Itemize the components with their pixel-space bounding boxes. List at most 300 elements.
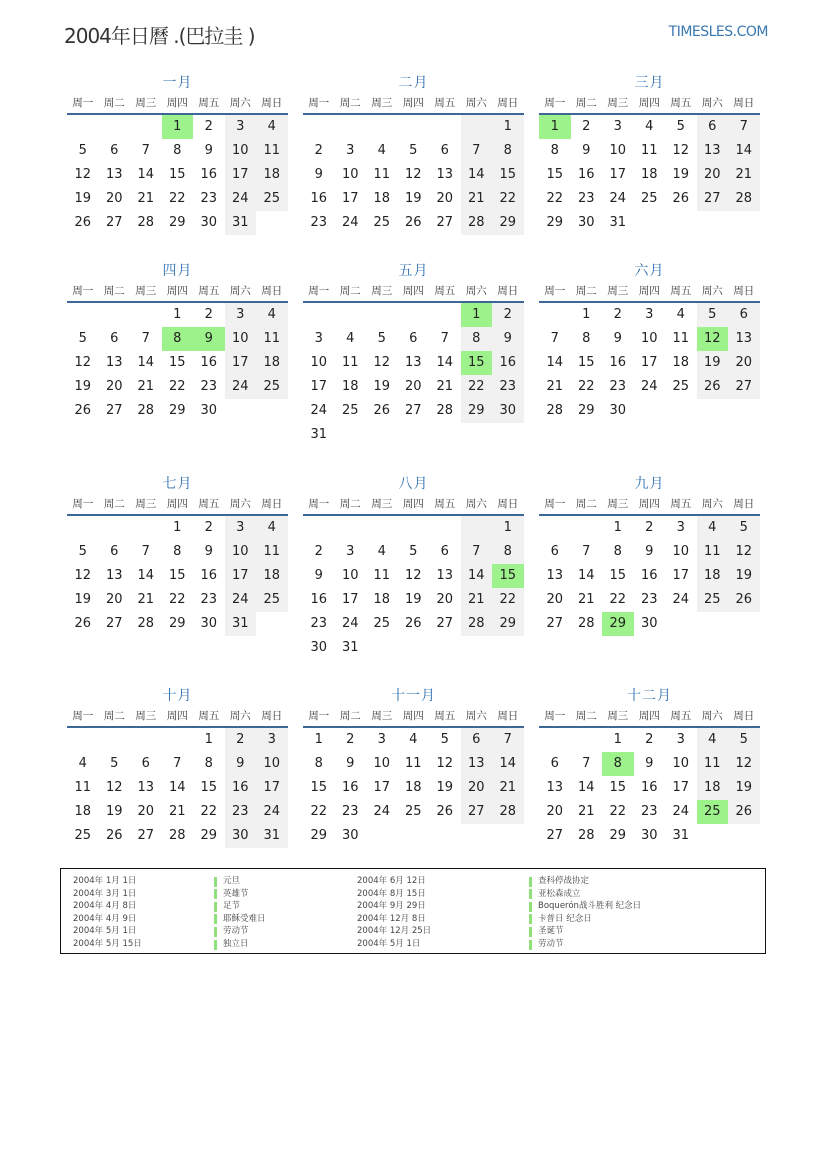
empty-day-cell <box>162 728 194 752</box>
weekday-label: 周五 <box>434 498 456 510</box>
weekday-label: 周五 <box>198 498 220 510</box>
weekday-label: 周一 <box>308 710 330 722</box>
day-cell: 18 <box>404 780 422 795</box>
holiday-day-cell: 15 <box>461 351 493 375</box>
weekday-label: 周六 <box>229 710 251 722</box>
day-cell: 3 <box>346 143 355 158</box>
site-link[interactable]: TIMESLES.COM <box>668 24 768 40</box>
day-cell: 10 <box>225 327 257 351</box>
holiday-name: 耶稣受难日 <box>223 913 266 924</box>
empty-day-cell <box>303 115 335 139</box>
weekday-label: 周四 <box>638 498 660 510</box>
weekday-header <box>303 706 524 728</box>
day-cell: 19 <box>728 776 760 800</box>
day-cell: 4 <box>256 303 288 327</box>
weekday-label: 周日 <box>261 498 283 510</box>
day-cell: 23 <box>609 379 627 394</box>
holiday-marker <box>214 940 217 950</box>
month-title: 六月 <box>634 263 665 279</box>
day-cell: 20 <box>404 379 422 394</box>
day-cell: 6 <box>550 756 559 771</box>
holiday-marker <box>214 889 217 899</box>
day-cell: 14 <box>137 167 155 182</box>
day-cell: 1 <box>613 520 622 535</box>
day-cell: 7 <box>141 544 150 559</box>
days-grid <box>67 728 288 848</box>
day-cell: 15 <box>609 568 627 583</box>
day-cell: 29 <box>577 403 595 418</box>
day-cell: 8 <box>173 143 182 158</box>
weekday-label: 周一 <box>72 97 94 109</box>
day-cell: 22 <box>200 804 218 819</box>
empty-day-cell <box>398 516 430 540</box>
day-cell: 3 <box>613 119 622 134</box>
day-cell: 18 <box>640 167 658 182</box>
day-cell: 27 <box>105 215 123 230</box>
day-cell: 17 <box>640 355 658 370</box>
day-cell: 11 <box>697 540 729 564</box>
month-title: 十月 <box>162 688 193 704</box>
day-cell: 24 <box>672 804 690 819</box>
month-title: 一月 <box>162 75 193 91</box>
weekday-header <box>303 494 524 516</box>
holiday-day-cell: 1 <box>539 115 571 139</box>
day-cell: 10 <box>310 355 328 370</box>
day-cell: 20 <box>546 592 564 607</box>
day-cell: 28 <box>461 612 493 636</box>
day-cell: 3 <box>314 331 323 346</box>
empty-day-cell <box>335 303 367 327</box>
day-cell: 3 <box>377 732 386 747</box>
day-cell: 2 <box>204 307 213 322</box>
day-cell: 24 <box>672 592 690 607</box>
day-cell: 8 <box>173 544 182 559</box>
weekday-label: 周六 <box>701 285 723 297</box>
day-cell: 30 <box>341 828 359 843</box>
day-cell: 30 <box>200 403 218 418</box>
day-cell: 30 <box>640 828 658 843</box>
weekday-label: 周三 <box>607 97 629 109</box>
day-cell: 20 <box>728 351 760 375</box>
day-cell: 1 <box>173 520 182 535</box>
day-cell: 12 <box>728 540 760 564</box>
holiday-day-cell: 29 <box>602 612 634 636</box>
day-cell: 11 <box>404 756 422 771</box>
empty-day-cell <box>130 303 162 327</box>
day-cell: 10 <box>609 143 627 158</box>
day-cell: 5 <box>697 303 729 327</box>
day-cell: 14 <box>168 780 186 795</box>
day-cell: 25 <box>256 187 288 211</box>
day-cell: 23 <box>640 804 658 819</box>
day-cell: 6 <box>409 331 418 346</box>
empty-day-cell <box>130 516 162 540</box>
day-cell: 6 <box>550 544 559 559</box>
holiday-marker <box>529 940 532 950</box>
day-cell: 24 <box>310 403 328 418</box>
day-cell: 11 <box>373 167 391 182</box>
holiday-marker <box>529 889 532 899</box>
weekday-label: 周四 <box>402 498 424 510</box>
day-cell: 17 <box>310 379 328 394</box>
day-cell: 31 <box>672 828 690 843</box>
days-grid <box>67 516 288 636</box>
holiday-name: 查科停战协定 <box>538 876 590 886</box>
empty-day-cell <box>99 303 131 327</box>
holiday-marker <box>214 877 217 887</box>
empty-day-cell <box>335 115 367 139</box>
holiday-name: 元旦 <box>223 876 241 886</box>
holiday-day-cell: 9 <box>193 327 225 351</box>
weekday-header <box>67 494 288 516</box>
day-cell: 11 <box>672 331 690 346</box>
day-cell: 21 <box>168 804 186 819</box>
day-cell: 21 <box>137 379 155 394</box>
day-cell: 13 <box>137 780 155 795</box>
day-cell: 7 <box>550 331 559 346</box>
holiday-day-cell: 1 <box>162 115 194 139</box>
day-cell: 8 <box>550 143 559 158</box>
weekday-header <box>67 93 288 115</box>
weekday-label: 周日 <box>497 710 519 722</box>
weekday-label: 周二 <box>339 97 361 109</box>
day-cell: 2 <box>204 520 213 535</box>
day-cell: 19 <box>373 379 391 394</box>
day-cell: 17 <box>225 564 257 588</box>
day-cell: 15 <box>168 568 186 583</box>
empty-day-cell <box>539 728 571 752</box>
weekday-label: 周三 <box>371 710 393 722</box>
weekday-header <box>539 281 760 303</box>
holiday-day-cell: 8 <box>602 752 634 776</box>
empty-day-cell <box>303 303 335 327</box>
day-cell: 3 <box>645 307 654 322</box>
day-cell: 14 <box>436 355 454 370</box>
weekday-label: 周三 <box>607 285 629 297</box>
weekday-label: 周一 <box>72 498 94 510</box>
weekday-label: 周五 <box>670 285 692 297</box>
day-cell: 19 <box>436 780 454 795</box>
day-cell: 29 <box>200 828 218 843</box>
day-cell: 22 <box>461 375 493 399</box>
holiday-day-cell: 25 <box>697 800 729 824</box>
day-cell: 4 <box>409 732 418 747</box>
day-cell: 18 <box>256 564 288 588</box>
day-cell: 7 <box>141 143 150 158</box>
weekday-label: 周五 <box>198 97 220 109</box>
day-cell: 5 <box>78 544 87 559</box>
day-cell: 26 <box>404 215 422 230</box>
day-cell: 26 <box>728 588 760 612</box>
day-cell: 30 <box>609 403 627 418</box>
day-cell: 17 <box>672 568 690 583</box>
holiday-date: 2004年 3月 1日 <box>73 888 137 899</box>
day-cell: 12 <box>728 752 760 776</box>
day-cell: 25 <box>373 616 391 631</box>
day-cell: 5 <box>409 544 418 559</box>
day-cell: 31 <box>341 640 359 655</box>
day-cell: 10 <box>672 544 690 559</box>
days-grid <box>303 516 524 660</box>
day-cell: 25 <box>697 588 729 612</box>
day-cell: 6 <box>697 115 729 139</box>
day-cell: 23 <box>310 215 328 230</box>
day-cell: 27 <box>728 375 760 399</box>
day-cell: 24 <box>640 379 658 394</box>
day-cell: 9 <box>204 544 213 559</box>
weekday-label: 周日 <box>733 498 755 510</box>
day-cell: 12 <box>373 355 391 370</box>
day-cell: 6 <box>440 143 449 158</box>
day-cell: 22 <box>168 379 186 394</box>
days-grid <box>539 115 760 235</box>
holiday-name: 卡普日 纪念日 <box>538 913 592 924</box>
day-cell: 18 <box>256 351 288 375</box>
month-block <box>67 686 288 848</box>
day-cell: 20 <box>697 163 729 187</box>
day-cell: 18 <box>697 776 729 800</box>
day-cell: 24 <box>225 187 257 211</box>
day-cell: 28 <box>168 828 186 843</box>
day-cell: 12 <box>404 568 422 583</box>
day-cell: 27 <box>436 616 454 631</box>
day-cell: 4 <box>645 119 654 134</box>
day-cell: 27 <box>105 403 123 418</box>
weekday-label: 周二 <box>339 498 361 510</box>
weekday-label: 周四 <box>166 285 188 297</box>
day-cell: 3 <box>676 732 685 747</box>
day-cell: 23 <box>200 592 218 607</box>
day-cell: 5 <box>676 119 685 134</box>
month-title: 三月 <box>634 75 665 91</box>
empty-day-cell <box>366 516 398 540</box>
day-cell: 17 <box>672 780 690 795</box>
weekday-label: 周二 <box>103 498 125 510</box>
day-cell: 4 <box>256 516 288 540</box>
day-cell: 13 <box>546 780 564 795</box>
day-cell: 11 <box>640 143 658 158</box>
weekday-label: 周二 <box>575 97 597 109</box>
weekday-label: 周一 <box>72 710 94 722</box>
day-cell: 24 <box>225 375 257 399</box>
weekday-label: 周二 <box>339 710 361 722</box>
weekday-label: 周一 <box>544 97 566 109</box>
day-cell: 20 <box>105 379 123 394</box>
weekday-label: 周三 <box>371 285 393 297</box>
day-cell: 27 <box>697 187 729 211</box>
weekday-label: 周五 <box>434 97 456 109</box>
day-cell: 8 <box>461 327 493 351</box>
weekday-label: 周三 <box>135 498 157 510</box>
day-cell: 21 <box>546 379 564 394</box>
day-cell: 24 <box>341 616 359 631</box>
weekday-label: 周二 <box>103 710 125 722</box>
day-cell: 1 <box>173 307 182 322</box>
day-cell: 7 <box>141 331 150 346</box>
month-title: 七月 <box>162 476 193 492</box>
day-cell: 17 <box>225 351 257 375</box>
weekday-label: 周一 <box>308 285 330 297</box>
day-cell: 15 <box>168 355 186 370</box>
empty-day-cell <box>429 516 461 540</box>
day-cell: 2 <box>645 732 654 747</box>
day-cell: 13 <box>436 167 454 182</box>
day-cell: 12 <box>436 756 454 771</box>
day-cell: 14 <box>137 355 155 370</box>
day-cell: 7 <box>461 540 493 564</box>
day-cell: 12 <box>105 780 123 795</box>
day-cell: 18 <box>256 163 288 187</box>
weekday-label: 周日 <box>733 97 755 109</box>
day-cell: 26 <box>74 616 92 631</box>
day-cell: 30 <box>640 616 658 631</box>
weekday-header <box>539 494 760 516</box>
weekday-label: 周五 <box>198 285 220 297</box>
day-cell: 19 <box>74 379 92 394</box>
day-cell: 14 <box>461 163 493 187</box>
day-cell: 28 <box>137 616 155 631</box>
day-cell: 23 <box>640 592 658 607</box>
day-cell: 24 <box>609 191 627 206</box>
holiday-date: 2004年 5月 1日 <box>73 926 137 937</box>
day-cell: 27 <box>404 403 422 418</box>
days-grid <box>539 728 760 848</box>
weekday-label: 周六 <box>229 285 251 297</box>
day-cell: 17 <box>341 592 359 607</box>
day-cell: 22 <box>609 804 627 819</box>
day-cell: 26 <box>105 828 123 843</box>
day-cell: 5 <box>440 732 449 747</box>
day-cell: 8 <box>613 544 622 559</box>
day-cell: 16 <box>640 568 658 583</box>
day-cell: 9 <box>645 756 654 771</box>
holiday-name: 劳动节 <box>538 939 564 949</box>
day-cell: 1 <box>204 732 213 747</box>
weekday-label: 周三 <box>135 97 157 109</box>
day-cell: 11 <box>256 139 288 163</box>
weekday-label: 周二 <box>575 710 597 722</box>
day-cell: 29 <box>310 828 328 843</box>
day-cell: 6 <box>141 756 150 771</box>
day-cell: 24 <box>225 588 257 612</box>
empty-day-cell <box>571 516 603 540</box>
holiday-marker <box>529 927 532 937</box>
day-cell: 27 <box>546 828 564 843</box>
day-cell: 30 <box>200 616 218 631</box>
day-cell: 14 <box>546 355 564 370</box>
day-cell: 2 <box>204 119 213 134</box>
weekday-label: 周二 <box>103 285 125 297</box>
day-cell: 29 <box>492 211 524 235</box>
month-block <box>303 73 524 235</box>
holiday-name: 劳动节 <box>223 926 249 937</box>
day-cell: 17 <box>256 776 288 800</box>
day-cell: 7 <box>582 544 591 559</box>
day-cell: 4 <box>78 756 87 771</box>
day-cell: 7 <box>492 728 524 752</box>
day-cell: 27 <box>436 215 454 230</box>
days-grid <box>303 728 524 848</box>
day-cell: 25 <box>341 403 359 418</box>
day-cell: 19 <box>105 804 123 819</box>
weekday-label: 周一 <box>544 710 566 722</box>
day-cell: 29 <box>168 403 186 418</box>
day-cell: 22 <box>310 804 328 819</box>
day-cell: 30 <box>200 215 218 230</box>
holiday-marker <box>529 902 532 912</box>
day-cell: 26 <box>373 403 391 418</box>
day-cell: 12 <box>74 355 92 370</box>
day-cell: 12 <box>74 167 92 182</box>
empty-day-cell <box>303 516 335 540</box>
day-cell: 28 <box>436 403 454 418</box>
day-cell: 5 <box>728 728 760 752</box>
day-cell: 13 <box>436 568 454 583</box>
day-cell: 20 <box>461 776 493 800</box>
day-cell: 25 <box>640 191 658 206</box>
weekday-label: 周四 <box>638 97 660 109</box>
day-cell: 4 <box>377 544 386 559</box>
day-cell: 2 <box>613 307 622 322</box>
day-cell: 16 <box>341 780 359 795</box>
empty-day-cell <box>99 115 131 139</box>
day-cell: 29 <box>492 612 524 636</box>
day-cell: 29 <box>609 828 627 843</box>
weekday-label: 周日 <box>261 97 283 109</box>
month-block <box>539 686 760 848</box>
day-cell: 16 <box>609 355 627 370</box>
holiday-marker <box>214 927 217 937</box>
month-block <box>67 261 288 423</box>
day-cell: 26 <box>404 616 422 631</box>
empty-day-cell <box>335 516 367 540</box>
weekday-label: 周六 <box>465 97 487 109</box>
month-title: 八月 <box>398 476 429 492</box>
day-cell: 8 <box>492 139 524 163</box>
weekday-label: 周日 <box>261 285 283 297</box>
holiday-date: 2004年 5月 1日 <box>357 939 421 949</box>
day-cell: 28 <box>461 211 493 235</box>
day-cell: 14 <box>728 139 760 163</box>
day-cell: 8 <box>314 756 323 771</box>
day-cell: 19 <box>728 564 760 588</box>
weekday-header <box>303 93 524 115</box>
day-cell: 16 <box>200 167 218 182</box>
weekday-header <box>539 706 760 728</box>
day-cell: 5 <box>78 331 87 346</box>
day-cell: 23 <box>200 191 218 206</box>
day-cell: 13 <box>105 167 123 182</box>
day-cell: 8 <box>492 540 524 564</box>
days-grid <box>539 516 760 636</box>
day-cell: 20 <box>137 804 155 819</box>
holiday-name: 足节 <box>223 901 241 912</box>
day-cell: 21 <box>436 379 454 394</box>
day-cell: 21 <box>728 163 760 187</box>
weekday-header <box>67 706 288 728</box>
day-cell: 27 <box>137 828 155 843</box>
empty-day-cell <box>571 728 603 752</box>
weekday-label: 周一 <box>308 97 330 109</box>
day-cell: 25 <box>404 804 422 819</box>
day-cell: 9 <box>225 752 257 776</box>
empty-day-cell <box>366 303 398 327</box>
empty-day-cell <box>429 115 461 139</box>
day-cell: 29 <box>546 215 564 230</box>
day-cell: 31 <box>310 427 328 442</box>
month-block <box>67 73 288 235</box>
month-title: 十一月 <box>391 688 436 704</box>
